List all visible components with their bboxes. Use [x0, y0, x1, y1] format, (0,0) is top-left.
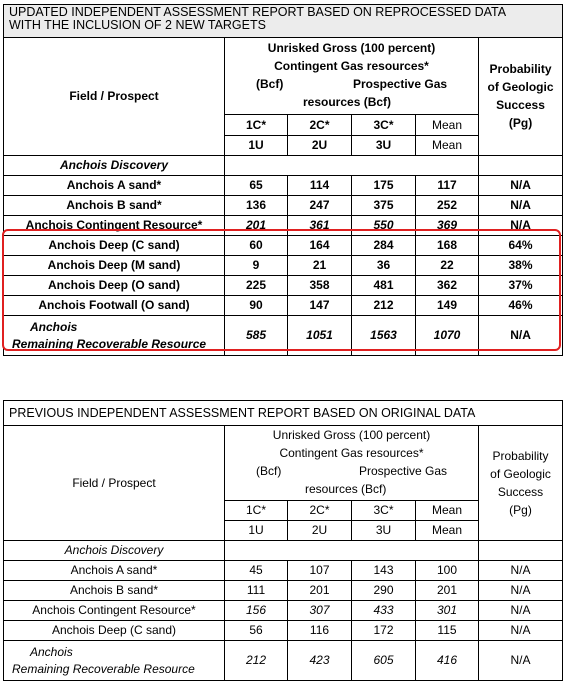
- cell-2: 147: [288, 296, 352, 316]
- row-name: Anchois Footwall (O sand): [4, 296, 225, 316]
- cell-2: 21: [288, 256, 352, 276]
- header-prospective: Prospective Gas: [359, 464, 448, 478]
- cell-mean: 252: [416, 196, 479, 216]
- cell-pg: 46%: [479, 296, 563, 316]
- table-row: [4, 196, 563, 216]
- total-mean: 416: [416, 641, 479, 681]
- col-header-3u: 3U: [352, 136, 416, 156]
- cell-mean: 301: [416, 601, 479, 621]
- header-resources-group: [225, 38, 479, 115]
- cell-mean: 22: [416, 256, 479, 276]
- table-row: [4, 276, 563, 296]
- cell-3: 143: [352, 561, 416, 581]
- table-row: [4, 236, 563, 256]
- cell-2: 358: [288, 276, 352, 296]
- updated-title-line1: UPDATED INDEPENDENT ASSESSMENT REPORT BASED ON REPROCESSED DATA: [9, 5, 507, 19]
- cell-pg: N/A: [479, 621, 563, 641]
- header-pg: [479, 426, 563, 541]
- previous-assessment-table: [3, 400, 563, 681]
- header-resources-bcf: resources (Bcf): [303, 95, 392, 109]
- cell-3: 284: [352, 236, 416, 256]
- cell-pg: 37%: [479, 276, 563, 296]
- table-row: [4, 176, 563, 196]
- total-label-line1: Anchois: [30, 644, 73, 659]
- table-row: [4, 216, 563, 236]
- col-header-mean-2: Mean: [416, 521, 479, 541]
- cell-pg: N/A: [479, 176, 563, 196]
- cell-3: 172: [352, 621, 416, 641]
- header-pg-line3: Success: [497, 484, 544, 499]
- cell-2: 116: [288, 621, 352, 641]
- col-header-1u: 1U: [225, 521, 288, 541]
- header-pg-line4: (Pg): [509, 502, 532, 517]
- cell-pg: N/A: [479, 601, 563, 621]
- header-field-prospect: Field / Prospect: [4, 426, 225, 541]
- cell-pg: N/A: [479, 561, 563, 581]
- cell-mean: 115: [416, 621, 479, 641]
- header-field-prospect: Field / Prospect: [4, 38, 225, 156]
- total-1: 212: [225, 641, 288, 681]
- row-name: Anchois B sand*: [4, 581, 225, 601]
- col-header-1u: 1U: [225, 136, 288, 156]
- header-pg-line2: of Geologic: [490, 466, 551, 481]
- section-spacer-pg: [479, 156, 563, 176]
- table-row: [4, 561, 563, 581]
- row-name: Anchois Deep (C sand): [4, 621, 225, 641]
- row-name: Anchois Deep (C sand): [4, 236, 225, 256]
- cell-2: 107: [288, 561, 352, 581]
- total-label-line1: Anchois: [30, 319, 78, 334]
- total-row: [4, 316, 563, 356]
- cell-mean: 369: [416, 216, 479, 236]
- cell-1: 156: [225, 601, 288, 621]
- cell-pg: 38%: [479, 256, 563, 276]
- total-label-line2: Remaining Recoverable Resource: [12, 336, 207, 351]
- col-header-3c: 3C*: [352, 115, 416, 136]
- cell-1: 60: [225, 236, 288, 256]
- header-group-line1: Unrisked Gross (100 percent): [267, 41, 436, 55]
- cell-mean: 100: [416, 561, 479, 581]
- updated-table-title: [4, 5, 563, 38]
- cell-pg: N/A: [479, 581, 563, 601]
- table-row: [4, 581, 563, 601]
- cell-3: 375: [352, 196, 416, 216]
- cell-pg: 64%: [479, 236, 563, 256]
- row-name: Anchois Deep (O sand): [4, 276, 225, 296]
- cell-pg: N/A: [479, 196, 563, 216]
- total-mean: 1070: [416, 316, 479, 356]
- col-header-2c: 2C*: [288, 115, 352, 136]
- cell-2: 307: [288, 601, 352, 621]
- total-2: 423: [288, 641, 352, 681]
- total-3: 1563: [352, 316, 416, 356]
- header-prospective: Prospective Gas: [353, 77, 448, 91]
- cell-mean: 201: [416, 581, 479, 601]
- section-spacer: [225, 541, 479, 561]
- section-spacer-pg: [479, 541, 563, 561]
- col-header-3u: 3U: [352, 521, 416, 541]
- section-label: Anchois Discovery: [4, 156, 225, 176]
- header-group-line1: Unrisked Gross (100 percent): [272, 428, 431, 442]
- cell-1: 90: [225, 296, 288, 316]
- col-header-2u: 2U: [288, 136, 352, 156]
- col-header-mean: Mean: [416, 115, 479, 136]
- header-pg: [479, 38, 563, 156]
- table-row: [4, 256, 563, 276]
- header-group-line2: Contingent Gas resources*: [274, 59, 429, 73]
- row-name: Anchois Contingent Resource*: [4, 216, 225, 236]
- header-pg-line2: of Geologic: [487, 80, 554, 94]
- cell-1: 111: [225, 581, 288, 601]
- total-2: 1051: [288, 316, 352, 356]
- total-pg: N/A: [479, 316, 563, 356]
- col-header-3c: 3C*: [352, 501, 416, 521]
- total-pg: N/A: [479, 641, 563, 681]
- cell-mean: 168: [416, 236, 479, 256]
- row-name: Anchois B sand*: [4, 196, 225, 216]
- cell-3: 175: [352, 176, 416, 196]
- table-row: [4, 621, 563, 641]
- cell-2: 164: [288, 236, 352, 256]
- cell-1: 65: [225, 176, 288, 196]
- col-header-1c: 1C*: [225, 501, 288, 521]
- header-pg-line3: Success: [496, 98, 545, 112]
- row-name: Anchois Deep (M sand): [4, 256, 225, 276]
- cell-mean: 149: [416, 296, 479, 316]
- total-label: [4, 641, 225, 681]
- cell-1: 56: [225, 621, 288, 641]
- section-spacer: [225, 156, 479, 176]
- total-label-line2: Remaining Recoverable Resource: [12, 661, 195, 676]
- cell-1: 9: [225, 256, 288, 276]
- total-3: 605: [352, 641, 416, 681]
- section-label: Anchois Discovery: [4, 541, 225, 561]
- cell-mean: 117: [416, 176, 479, 196]
- cell-1: 45: [225, 561, 288, 581]
- cell-3: 481: [352, 276, 416, 296]
- row-name: Anchois Contingent Resource*: [4, 601, 225, 621]
- cell-2: 247: [288, 196, 352, 216]
- cell-3: 212: [352, 296, 416, 316]
- header-resources-group: [225, 426, 479, 501]
- cell-2: 361: [288, 216, 352, 236]
- header-pg-line4: (Pg): [508, 116, 533, 130]
- header-resources-bcf: resources (Bcf): [305, 482, 387, 496]
- cell-3: 36: [352, 256, 416, 276]
- header-group-line2: Contingent Gas resources*: [279, 446, 424, 460]
- total-1: 585: [225, 316, 288, 356]
- col-header-mean-2: Mean: [416, 136, 479, 156]
- col-header-1c: 1C*: [225, 115, 288, 136]
- table-row: [4, 296, 563, 316]
- row-name: Anchois A sand*: [4, 176, 225, 196]
- row-name: Anchois A sand*: [4, 561, 225, 581]
- updated-title-line2: WITH THE INCLUSION OF 2 NEW TARGETS: [9, 18, 266, 32]
- cell-1: 225: [225, 276, 288, 296]
- total-row: [4, 641, 563, 681]
- cell-3: 433: [352, 601, 416, 621]
- col-header-2c: 2C*: [288, 501, 352, 521]
- col-header-mean: Mean: [416, 501, 479, 521]
- total-label: [4, 316, 225, 356]
- updated-assessment-table: [3, 4, 563, 356]
- header-pg-line1: Probability: [489, 62, 552, 76]
- header-bcf: (Bcf): [256, 77, 284, 91]
- cell-2: 201: [288, 581, 352, 601]
- table-row: [4, 601, 563, 621]
- cell-3: 290: [352, 581, 416, 601]
- cell-1: 136: [225, 196, 288, 216]
- header-bcf: (Bcf): [256, 464, 282, 478]
- cell-mean: 362: [416, 276, 479, 296]
- header-pg-line1: Probability: [492, 448, 549, 463]
- previous-table-title: PREVIOUS INDEPENDENT ASSESSMENT REPORT BASED ON ORIGINAL DATA: [4, 401, 563, 426]
- cell-pg: N/A: [479, 216, 563, 236]
- cell-1: 201: [225, 216, 288, 236]
- col-header-2u: 2U: [288, 521, 352, 541]
- cell-3: 550: [352, 216, 416, 236]
- cell-2: 114: [288, 176, 352, 196]
